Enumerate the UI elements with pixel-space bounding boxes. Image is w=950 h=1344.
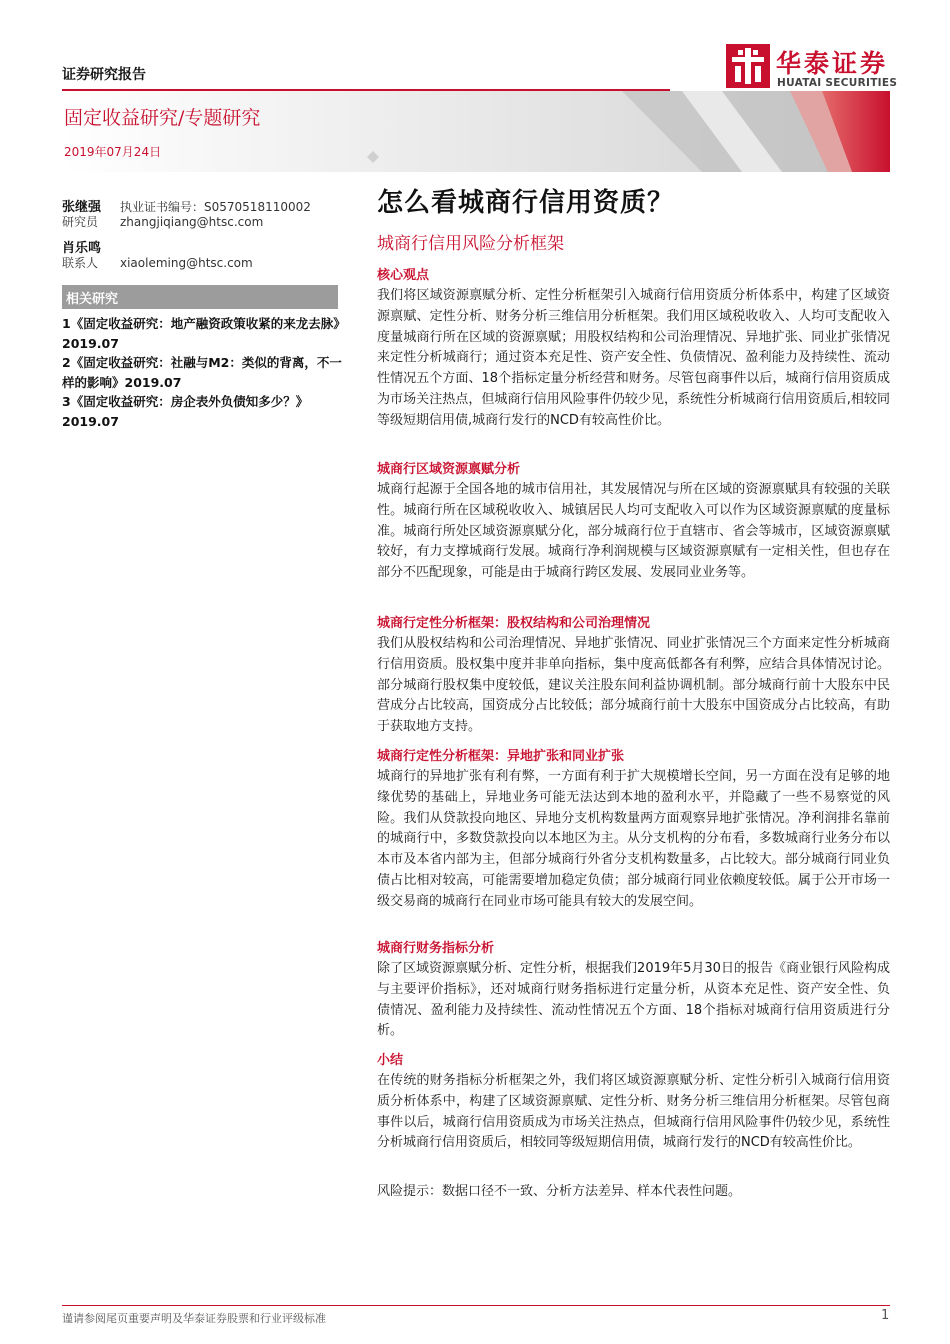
section-body: 城商行起源于全国各地的城市信用社，其发展情况与所在区域的资源禀赋具有较强的关联性。城商行所在区域税收收入、城镇居民人均可支配收入可以作为区域资源禀赋的度量标准。城商行所处区域资源禀赋分化，部分城商行位于直辖市、省会等城市，区域资源禀赋较好，有力支撑城商行发展。城商行净利润规模与区域资源禀赋有一定相关性，但也存在部分不匹配现象，可能是由于城商行跨区发展、发展同业业务等。 xyxy=(377,482,890,581)
analyst-2-role: 联系人 xyxy=(62,256,99,270)
report-subtitle: 城商行信用风险分析框架 xyxy=(377,234,564,254)
footer-rule xyxy=(62,1305,890,1306)
brand-logo xyxy=(726,44,896,90)
category-title: 固定收益研究/专题研究 xyxy=(64,107,261,129)
risk-note-text: 风险提示：数据口径不一致、分析方法差异、样本代表性问题。 xyxy=(377,1184,742,1199)
report-date: 2019年07月24日 xyxy=(64,145,162,159)
section-equity-governance xyxy=(377,612,890,738)
section-expansion xyxy=(377,745,890,913)
brand-name-cn: 华泰证券 xyxy=(776,49,889,78)
section-heading: 城商行定性分析框架：异地扩张和同业扩张 xyxy=(377,749,625,764)
analyst-1-email[interactable]: zhangjiqiang@htsc.com xyxy=(120,215,264,229)
huatai-logo-icon xyxy=(726,44,770,88)
section-financial-indicators xyxy=(377,937,890,1042)
report-type-label: 证券研究报告 xyxy=(62,67,146,83)
analyst-1-cert-no: S0570518110002 xyxy=(204,200,311,214)
section-body: 我们从股权结构和公司治理情况、异地扩张情况、同业扩张情况三个方面来定性分析城商行信用资质。股权集中度并非单向指标，集中度高低都各有利弊，应结合具体情况讨论。部分城商行股权集中度较低，建议关注股东间利益协调机制。部分城商行前十大股东中民营成分占比较高，国资成分占比较低；部分城商行前十大股东中国资成分占比较高，有助于获取地方支持。 xyxy=(377,636,890,735)
analyst-1-name: 张继强 xyxy=(62,200,102,215)
analyst-2-name: 肖乐鸣 xyxy=(62,241,102,256)
section-heading: 小结 xyxy=(377,1053,404,1068)
section-regional-resources xyxy=(377,458,890,584)
analyst-1-cert-label: 执业证书编号： xyxy=(120,200,205,214)
report-title: 怎么看城商行信用资质？ xyxy=(377,188,675,218)
section-summary xyxy=(377,1049,890,1154)
analyst-1-role: 研究员 xyxy=(62,215,99,229)
section-body: 除了区域资源禀赋分析、定性分析，根据我们2019年5月30日的报告《商业银行风险构成与主要评价指标》，还对城商行财务指标进行定量分析，从资本充足性、资产安全性、负债情况、盈利能力及持续性、流动性情况五个方面、18个指标对城商行信用资质进行分析。 xyxy=(377,961,890,1039)
related-research-heading: 相关研究 xyxy=(62,285,338,309)
section-body: 城商行的异地扩张有利有弊，一方面有利于扩大规模增长空间，另一方面在没有足够的地缘优势的基础上，异地业务可能无法达到本地的盈利水平，并隐藏了一些不易察觉的风险。我们从贷款投向地区、异地分支机构数量两方面观察异地扩张情况。净利润排名靠前的城商行中，多数贷款投向以本地区为主。从分支机构的分布看，多数城商行业务分布以本市及本省内部为主，但部分城商行外省分支机构数量多，占比较大。部分城商行同业负债占比相对较高，可能需要增加稳定负债；部分城商行同业依赖度较低。属于公开市场一级交易商的城商行在同业市场可能具有较大的发展空间。 xyxy=(377,769,890,909)
section-heading: 核心观点 xyxy=(377,268,430,283)
section-core-views xyxy=(377,264,890,432)
related-item[interactable]: 2《固定收益研究：社融与M2：类似的背离，不一样的影响》2019.07 xyxy=(62,355,342,390)
footer-disclaimer[interactable]: 谨请参阅尾页重要声明及华泰证券股票和行业评级标准 xyxy=(62,1312,326,1325)
section-heading: 城商行定性分析框架：股权结构和公司治理情况 xyxy=(377,616,651,631)
section-body: 在传统的财务指标分析框架之外，我们将区域资源禀赋分析、定性分析引入城商行信用资质分析体系中，构建了区域资源禀赋、定性分析、财务分析三维信用分析框架。尽管包商事件以后，城商行信用资质成为市场关注热点，但城商行信用风险事件仍较少见，系统性分析城商行信用资质后，相较同等级短期信用债，城商行发行的NCD有较高性价比。 xyxy=(377,1073,890,1151)
page-number: 1 xyxy=(881,1308,890,1323)
related-research-list xyxy=(62,314,342,431)
section-heading: 城商行财务指标分析 xyxy=(377,941,495,956)
analyst-2-line2 xyxy=(62,254,253,271)
section-heading: 城商行区域资源禀赋分析 xyxy=(377,462,521,477)
risk-note xyxy=(377,1182,890,1203)
brand-name-en: HUATAI SECURITIES xyxy=(777,77,898,89)
related-item[interactable]: 1《固定收益研究：地产融资政策收紧的来龙去脉》2019.07 xyxy=(62,316,340,351)
related-item[interactable]: 3《固定收益研究：房企表外负债知多少？》2019.07 xyxy=(62,394,309,429)
analyst-2-email[interactable]: xiaoleming@htsc.com xyxy=(120,256,253,270)
section-body: 我们将区域资源禀赋分析、定性分析框架引入城商行信用资质分析体系中，构建了区域资源禀赋、定性分析、财务分析三维信用分析框架。我们用区域税收收入、人均可支配收入度量城商行所在区域的资源禀赋；用股权结构和公司治理情况、异地扩张、同业扩张情况来定性分析城商行；通过资本充足性、资产安全性、负债情况、盈利能力及持续性、流动性情况五个方面、18个指标定量分析经营和财务。尽管包商事件以后，城商行信用资质成为市场关注热点，但城商行信用风险事件仍较少见，系统性分析城商行信用资质后,相较同等级短期信用债,城商行发行的NCD有较高性价比。 xyxy=(377,288,890,428)
category-banner xyxy=(62,91,890,172)
analyst-1-line2 xyxy=(62,213,263,230)
